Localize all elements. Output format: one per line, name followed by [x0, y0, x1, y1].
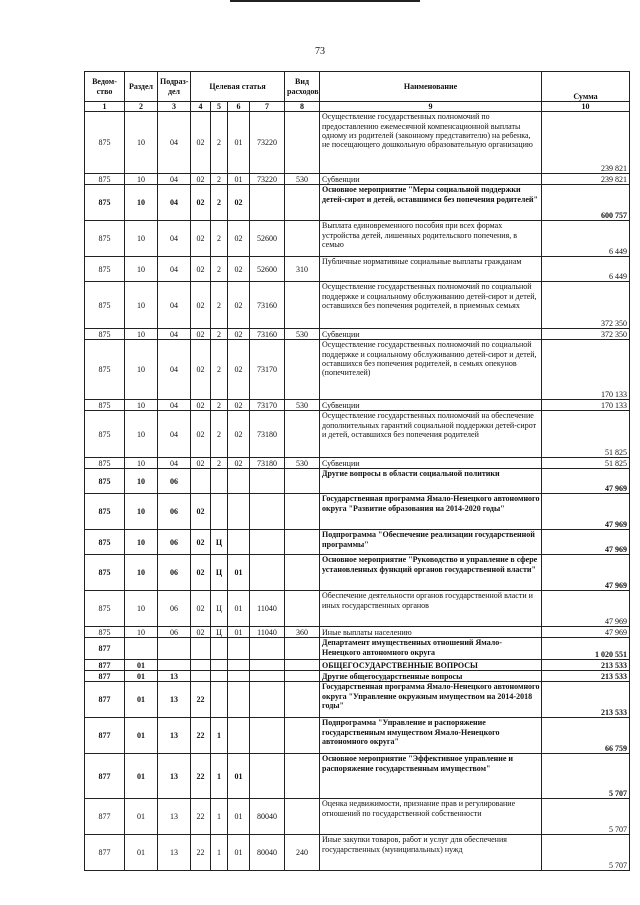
cell-vedomstvo: 877: [85, 671, 125, 682]
cell-vedomstvo: 877: [85, 799, 125, 835]
cell-program: 02: [191, 340, 211, 400]
cell-event: 01: [228, 835, 250, 871]
cell-subprogram: Ц: [211, 555, 228, 591]
cell-target-code: [250, 718, 285, 754]
cell-razdel: 10: [125, 257, 158, 282]
index-cell: 9: [320, 102, 542, 112]
cell-vedomstvo: 877: [85, 835, 125, 871]
table-row: [85, 329, 630, 340]
cell-name: Субвенции: [320, 174, 542, 185]
cell-subprogram: 2: [211, 340, 228, 400]
cell-target-code: 11040: [250, 627, 285, 638]
cell-event: 02: [228, 257, 250, 282]
cell-event: [228, 469, 250, 494]
cell-program: 02: [191, 282, 211, 329]
cell-target-code: 73170: [250, 400, 285, 411]
cell-podrazdel: 13: [158, 799, 191, 835]
cell-target-code: 52600: [250, 257, 285, 282]
cell-vedomstvo: 875: [85, 400, 125, 411]
cell-subprogram: 2: [211, 400, 228, 411]
cell-name: Осуществление государственных полномочий на обеспечение дополнительных гарантий социальной поддержки детей-сирот и детей, оставшихся без попечения родителей: [320, 411, 542, 458]
cell-vid: 530: [285, 174, 320, 185]
cell-event: 01: [228, 799, 250, 835]
cell-sum: 5 707: [542, 754, 630, 799]
cell-name: Оценка недвижимости, признание прав и регулирование отношений по государственной собственности: [320, 799, 542, 835]
cell-vid: 360: [285, 627, 320, 638]
cell-program: 02: [191, 555, 211, 591]
cell-razdel: 10: [125, 530, 158, 555]
cell-name: Департамент имущественных отношений Ямало-Ненецкого автономного округа: [320, 638, 542, 660]
index-cell: 7: [250, 102, 285, 112]
cell-vid: [285, 718, 320, 754]
index-cell: 10: [542, 102, 630, 112]
cell-name: Субвенции: [320, 458, 542, 469]
cell-podrazdel: 04: [158, 282, 191, 329]
cell-name: Осуществление государственных полномочий по социальной поддержке и социальному обслуживанию детей-сирот и детей, оставшихся без попечения родителей, в семьях опекунов (попечителей): [320, 340, 542, 400]
cell-podrazdel: 04: [158, 458, 191, 469]
cell-program: 02: [191, 458, 211, 469]
cell-vid: [285, 282, 320, 329]
cell-podrazdel: 06: [158, 469, 191, 494]
cell-program: 02: [191, 257, 211, 282]
cell-target-code: [250, 754, 285, 799]
index-cell: 4: [191, 102, 211, 112]
cell-program: 22: [191, 718, 211, 754]
index-cell: 5: [211, 102, 228, 112]
cell-vid: [285, 799, 320, 835]
index-cell: 6: [228, 102, 250, 112]
table-row: [85, 400, 630, 411]
cell-podrazdel: 04: [158, 400, 191, 411]
cell-sum: 1 020 551: [542, 638, 630, 660]
index-cell: 2: [125, 102, 158, 112]
cell-razdel: 01: [125, 754, 158, 799]
cell-podrazdel: 04: [158, 411, 191, 458]
cell-vid: [285, 340, 320, 400]
budget-table: [84, 71, 630, 871]
cell-subprogram: 2: [211, 185, 228, 221]
cell-razdel: 10: [125, 400, 158, 411]
cell-event: 01: [228, 754, 250, 799]
cell-sum: 47 969: [542, 555, 630, 591]
cell-sum: 51 825: [542, 458, 630, 469]
cell-vid: 530: [285, 329, 320, 340]
cell-target-code: [250, 469, 285, 494]
cell-razdel: 10: [125, 185, 158, 221]
cell-target-code: [250, 530, 285, 555]
cell-razdel: 10: [125, 329, 158, 340]
cell-program: 02: [191, 174, 211, 185]
cell-name: Основное мероприятие "Эффективное управление и распоряжение государственным имуществом": [320, 754, 542, 799]
cell-razdel: 10: [125, 411, 158, 458]
cell-target-code: 11040: [250, 591, 285, 627]
index-cell: 3: [158, 102, 191, 112]
table-row: [85, 282, 630, 329]
cell-sum: 5 707: [542, 835, 630, 871]
header-vedomstvo: Ведом-ство: [85, 72, 125, 102]
cell-sum: 5 707: [542, 799, 630, 835]
cell-name: Выплата единовременного пособия при всех формах устройства детей, лишенных родительского попечения, в семью: [320, 221, 542, 257]
cell-podrazdel: 06: [158, 555, 191, 591]
cell-vedomstvo: 875: [85, 257, 125, 282]
table-row: [85, 555, 630, 591]
cell-sum: 372 350: [542, 329, 630, 340]
cell-event: [228, 660, 250, 671]
cell-name: Другие вопросы в области социальной политики: [320, 469, 542, 494]
cell-vedomstvo: 875: [85, 555, 125, 591]
table-row: [85, 174, 630, 185]
cell-target-code: [250, 638, 285, 660]
cell-event: 02: [228, 221, 250, 257]
cell-vid: [285, 112, 320, 174]
cell-vedomstvo: 875: [85, 458, 125, 469]
cell-sum: 47 969: [542, 530, 630, 555]
cell-target-code: 52600: [250, 221, 285, 257]
cell-vedomstvo: 875: [85, 530, 125, 555]
cell-name: Другие общегосударственные вопросы: [320, 671, 542, 682]
cell-sum: 6 449: [542, 257, 630, 282]
cell-vedomstvo: 877: [85, 682, 125, 718]
table-row: [85, 718, 630, 754]
table-row: [85, 469, 630, 494]
header-vid: Вид расходов: [285, 72, 320, 102]
cell-name: Государственная программа Ямало-Ненецкого автономного округа "Управление окружным имуществом на 2014-2018 годы": [320, 682, 542, 718]
cell-sum: 213 533: [542, 682, 630, 718]
cell-program: 02: [191, 329, 211, 340]
cell-subprogram: [211, 660, 228, 671]
cell-podrazdel: [158, 638, 191, 660]
cell-event: [228, 718, 250, 754]
cell-razdel: 10: [125, 282, 158, 329]
cell-podrazdel: [158, 660, 191, 671]
cell-vid: [285, 682, 320, 718]
cell-subprogram: [211, 671, 228, 682]
cell-sum: 47 969: [542, 469, 630, 494]
cell-razdel: 10: [125, 340, 158, 400]
cell-vedomstvo: 875: [85, 340, 125, 400]
table-row: [85, 221, 630, 257]
cell-sum: 372 350: [542, 282, 630, 329]
cell-target-code: 73160: [250, 282, 285, 329]
cell-program: 22: [191, 835, 211, 871]
cell-subprogram: 1: [211, 799, 228, 835]
table-row: [85, 257, 630, 282]
table-row: [85, 799, 630, 835]
cell-program: 02: [191, 494, 211, 530]
cell-podrazdel: 13: [158, 682, 191, 718]
cell-vid: [285, 555, 320, 591]
cell-event: 02: [228, 282, 250, 329]
header-sum: Сумма: [542, 72, 630, 102]
cell-sum: 6 449: [542, 221, 630, 257]
cell-subprogram: [211, 494, 228, 530]
cell-vedomstvo: 877: [85, 638, 125, 660]
cell-subprogram: 2: [211, 257, 228, 282]
cell-name: Основное мероприятие "Руководство и управление в сфере установленных функций органов государственной власти": [320, 555, 542, 591]
cell-sum: 170 133: [542, 400, 630, 411]
cell-razdel: 10: [125, 112, 158, 174]
cell-vedomstvo: 877: [85, 754, 125, 799]
cell-podrazdel: 06: [158, 627, 191, 638]
cell-target-code: 73160: [250, 329, 285, 340]
cell-podrazdel: 06: [158, 494, 191, 530]
cell-razdel: 01: [125, 835, 158, 871]
cell-sum: 47 969: [542, 494, 630, 530]
cell-event: 01: [228, 112, 250, 174]
table-row: [85, 411, 630, 458]
cell-vid: [285, 671, 320, 682]
cell-razdel: 01: [125, 660, 158, 671]
cell-event: [228, 671, 250, 682]
cell-event: [228, 494, 250, 530]
cell-vid: 530: [285, 458, 320, 469]
cell-target-code: 73220: [250, 112, 285, 174]
cell-podrazdel: 04: [158, 221, 191, 257]
cell-vedomstvo: 875: [85, 411, 125, 458]
cell-program: 02: [191, 591, 211, 627]
table-row: [85, 530, 630, 555]
cell-subprogram: [211, 682, 228, 718]
table-row: [85, 660, 630, 671]
cell-sum: 47 969: [542, 591, 630, 627]
table-row: [85, 835, 630, 871]
cell-event: 02: [228, 411, 250, 458]
cell-target-code: 80040: [250, 799, 285, 835]
cell-vid: [285, 591, 320, 627]
cell-sum: 47 969: [542, 627, 630, 638]
cell-vid: [285, 660, 320, 671]
table-row: [85, 627, 630, 638]
cell-subprogram: 2: [211, 329, 228, 340]
cell-target-code: 73180: [250, 411, 285, 458]
cell-vedomstvo: 877: [85, 660, 125, 671]
cell-name: Осуществление государственных полномочий по предоставлению ежемесячной компенсационной выплаты одному из родителей (законному представителю) на ребенка, не посещающего дошкольную образовательную организацию: [320, 112, 542, 174]
cell-razdel: 10: [125, 469, 158, 494]
cell-subprogram: 2: [211, 411, 228, 458]
cell-target-code: [250, 660, 285, 671]
cell-podrazdel: 04: [158, 329, 191, 340]
page-number: 73: [315, 46, 325, 57]
cell-subprogram: 2: [211, 458, 228, 469]
cell-vid: 240: [285, 835, 320, 871]
cell-event: 02: [228, 340, 250, 400]
cell-vedomstvo: 875: [85, 282, 125, 329]
cell-podrazdel: 06: [158, 530, 191, 555]
cell-vid: [285, 469, 320, 494]
cell-program: 02: [191, 411, 211, 458]
cell-sum: 213 533: [542, 671, 630, 682]
cell-subprogram: [211, 638, 228, 660]
cell-event: 02: [228, 329, 250, 340]
cell-vedomstvo: 875: [85, 627, 125, 638]
cell-podrazdel: 13: [158, 718, 191, 754]
table-row: [85, 185, 630, 221]
cell-podrazdel: 13: [158, 671, 191, 682]
cell-vid: [285, 221, 320, 257]
cell-sum: 600 757: [542, 185, 630, 221]
cell-event: [228, 682, 250, 718]
cell-vid: [285, 494, 320, 530]
cell-vedomstvo: 875: [85, 174, 125, 185]
cell-vid: 310: [285, 257, 320, 282]
cell-target-code: 80040: [250, 835, 285, 871]
cell-program: 22: [191, 799, 211, 835]
cell-event: 01: [228, 555, 250, 591]
index-row: [85, 102, 630, 112]
cell-sum: 170 133: [542, 340, 630, 400]
cell-vid: [285, 411, 320, 458]
cell-event: 01: [228, 174, 250, 185]
cell-event: [228, 530, 250, 555]
cell-program: 22: [191, 754, 211, 799]
header-razdel: Раздел: [125, 72, 158, 102]
cell-program: 02: [191, 185, 211, 221]
cell-subprogram: 1: [211, 718, 228, 754]
cell-razdel: 10: [125, 458, 158, 469]
cell-razdel: 01: [125, 799, 158, 835]
cell-sum: 239 821: [542, 112, 630, 174]
cell-vedomstvo: 875: [85, 112, 125, 174]
cell-target-code: 73180: [250, 458, 285, 469]
cell-razdel: 01: [125, 682, 158, 718]
header-name: Наименование: [320, 72, 542, 102]
cell-subprogram: 2: [211, 112, 228, 174]
cell-podrazdel: 04: [158, 185, 191, 221]
cell-subprogram: Ц: [211, 591, 228, 627]
cell-event: 02: [228, 458, 250, 469]
table-row: [85, 638, 630, 660]
table-row: [85, 754, 630, 799]
cell-razdel: 01: [125, 718, 158, 754]
cell-podrazdel: 04: [158, 257, 191, 282]
cell-event: [228, 638, 250, 660]
cell-subprogram: 1: [211, 754, 228, 799]
cell-sum: 239 821: [542, 174, 630, 185]
cell-program: 02: [191, 112, 211, 174]
cell-vedomstvo: 875: [85, 591, 125, 627]
cell-name: Субвенции: [320, 400, 542, 411]
table-row: [85, 682, 630, 718]
table-row: [85, 458, 630, 469]
cell-razdel: 10: [125, 494, 158, 530]
cell-vedomstvo: 875: [85, 221, 125, 257]
cell-target-code: 73220: [250, 174, 285, 185]
cell-podrazdel: 06: [158, 591, 191, 627]
cell-name: Подпрограмма "Обеспечение реализации государственной программы": [320, 530, 542, 555]
cell-event: 01: [228, 627, 250, 638]
cell-program: [191, 638, 211, 660]
cell-sum: 51 825: [542, 411, 630, 458]
cell-program: [191, 660, 211, 671]
index-cell: 8: [285, 102, 320, 112]
cell-podrazdel: 13: [158, 835, 191, 871]
header-target: Целевая статья: [191, 72, 285, 102]
cell-event: 02: [228, 400, 250, 411]
cell-subprogram: Ц: [211, 530, 228, 555]
table-row: [85, 591, 630, 627]
header-podrazdel: Подраз-дел: [158, 72, 191, 102]
cell-subprogram: 2: [211, 174, 228, 185]
cell-subprogram: 2: [211, 282, 228, 329]
cell-vid: [285, 530, 320, 555]
cell-program: 02: [191, 530, 211, 555]
cell-razdel: 10: [125, 174, 158, 185]
table-row: [85, 671, 630, 682]
cell-vedomstvo: 875: [85, 494, 125, 530]
cell-vedomstvo: 875: [85, 329, 125, 340]
cell-name: Иные выплаты населению: [320, 627, 542, 638]
cell-vid: [285, 185, 320, 221]
cell-event: 02: [228, 185, 250, 221]
cell-name: Иные закупки товаров, работ и услуг для обеспечения государственных (муниципальных) нужд: [320, 835, 542, 871]
cell-target-code: 73170: [250, 340, 285, 400]
cell-podrazdel: 04: [158, 174, 191, 185]
cell-vedomstvo: 877: [85, 718, 125, 754]
cell-name: Осуществление государственных полномочий по социальной поддержке и социальному обслуживанию детей-сирот и детей, оставшихся без попечения родителей, в приемных семьях: [320, 282, 542, 329]
cell-razdel: 10: [125, 591, 158, 627]
top-rule: [230, 0, 420, 2]
table-row: [85, 494, 630, 530]
cell-target-code: [250, 682, 285, 718]
cell-program: [191, 671, 211, 682]
cell-podrazdel: 04: [158, 340, 191, 400]
cell-name: Субвенции: [320, 329, 542, 340]
cell-razdel: [125, 638, 158, 660]
cell-razdel: 01: [125, 671, 158, 682]
cell-program: 02: [191, 400, 211, 411]
cell-vid: [285, 754, 320, 799]
cell-razdel: 10: [125, 221, 158, 257]
cell-program: 22: [191, 682, 211, 718]
cell-program: 02: [191, 221, 211, 257]
cell-subprogram: 2: [211, 221, 228, 257]
cell-target-code: [250, 555, 285, 591]
cell-subprogram: 1: [211, 835, 228, 871]
cell-podrazdel: 04: [158, 112, 191, 174]
index-cell: 1: [85, 102, 125, 112]
cell-target-code: [250, 185, 285, 221]
cell-razdel: 10: [125, 627, 158, 638]
cell-subprogram: [211, 469, 228, 494]
cell-program: 02: [191, 627, 211, 638]
table-row: [85, 112, 630, 174]
cell-name: Обеспечение деятельности органов государственной власти и иных государственных органов: [320, 591, 542, 627]
cell-vedomstvo: 875: [85, 185, 125, 221]
cell-sum: 213 533: [542, 660, 630, 671]
cell-subprogram: Ц: [211, 627, 228, 638]
cell-name: Публичные нормативные социальные выплаты гражданам: [320, 257, 542, 282]
cell-podrazdel: 13: [158, 754, 191, 799]
table-row: [85, 340, 630, 400]
cell-name: Основное мероприятие "Меры социальной поддержки детей-сирот и детей, оставшимся без попечения родителей": [320, 185, 542, 221]
cell-event: 01: [228, 591, 250, 627]
cell-name: Государственная программа Ямало-Ненецкого автономного округа "Развитие образования на 2014-2020 годы": [320, 494, 542, 530]
cell-target-code: [250, 671, 285, 682]
cell-name: Подпрограмма "Управление и распоряжение государственным имуществом Ямало-Ненецкого автономного округа": [320, 718, 542, 754]
cell-vedomstvo: 875: [85, 469, 125, 494]
cell-name: ОБЩЕГОСУДАРСТВЕННЫЕ ВОПРОСЫ: [320, 660, 542, 671]
cell-razdel: 10: [125, 555, 158, 591]
cell-vid: 530: [285, 400, 320, 411]
cell-target-code: [250, 494, 285, 530]
cell-sum: 66 759: [542, 718, 630, 754]
cell-program: [191, 469, 211, 494]
cell-vid: [285, 638, 320, 660]
